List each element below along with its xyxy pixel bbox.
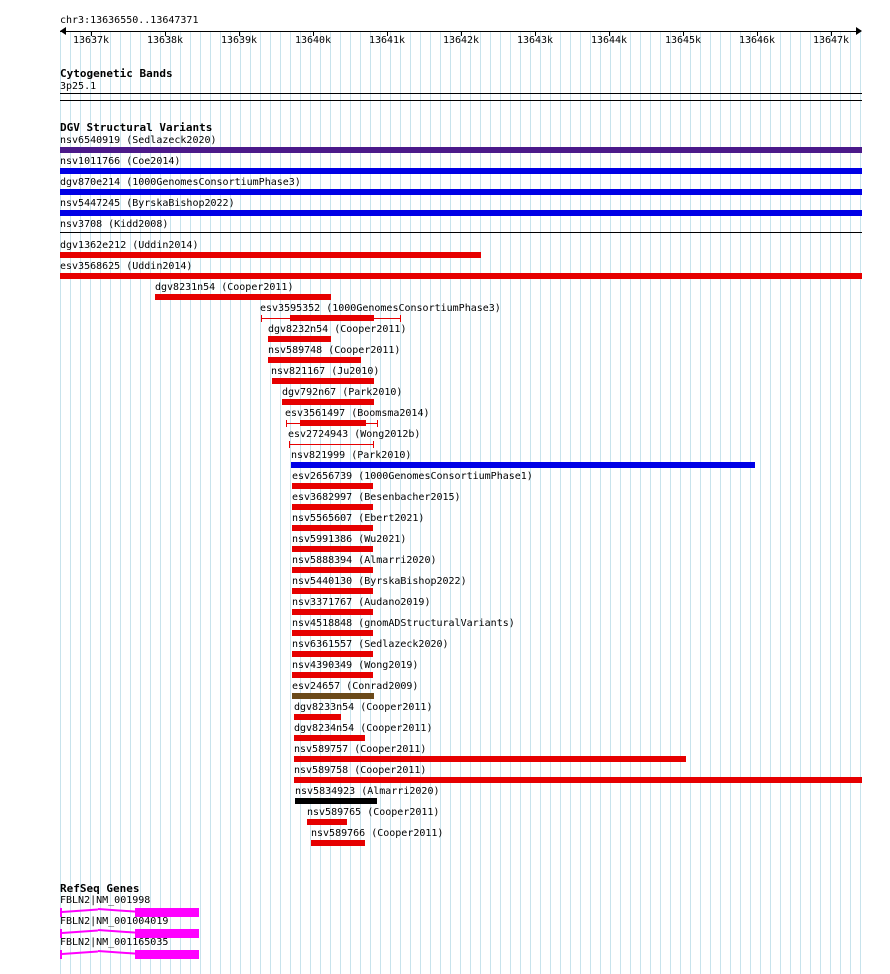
cytoband-label: 3p25.1 bbox=[60, 81, 97, 92]
dgv-feature-label: esv2724943 (Wong2012b) bbox=[288, 429, 421, 440]
dgv-feature-label: esv3561497 (Boomsma2014) bbox=[285, 408, 430, 419]
dgv-feature-bar[interactable] bbox=[292, 588, 373, 594]
dgv-feature-bar[interactable] bbox=[292, 693, 374, 699]
dgv-feature-bar[interactable] bbox=[292, 504, 373, 510]
dgv-feature-label: dgv8233n54 (Cooper2011) bbox=[294, 702, 433, 713]
ruler-left-arrow-icon bbox=[60, 27, 66, 35]
dgv-feature-bar[interactable] bbox=[292, 630, 373, 636]
dgv-feature-label: esv24657 (Conrad2009) bbox=[292, 681, 419, 692]
refseq-gene-label: FBLN2|NM_001998 bbox=[60, 895, 151, 906]
dgv-feature-label: nsv4390349 (Wong2019) bbox=[292, 660, 419, 671]
ruler-right-arrow-icon bbox=[856, 27, 862, 35]
dgv-feature-bar[interactable] bbox=[268, 336, 331, 342]
cytobands-track-title[interactable]: Cytogenetic Bands bbox=[60, 67, 173, 80]
refseq-gene-label: FBLN2|NM_001004019 bbox=[60, 916, 169, 927]
dgv-feature-label: nsv821167 (Ju2010) bbox=[271, 366, 380, 377]
dgv-feature-bar[interactable] bbox=[155, 294, 331, 300]
dgv-feature-bar[interactable] bbox=[60, 147, 862, 153]
dgv-feature-bar[interactable] bbox=[294, 735, 365, 741]
dgv-feature-label: nsv1011766 (Coe2014) bbox=[60, 156, 181, 167]
dgv-feature-bar[interactable] bbox=[294, 756, 686, 762]
dgv-feature-bar[interactable] bbox=[268, 357, 361, 363]
ruler-tick-label: 13640k bbox=[294, 35, 332, 46]
dgv-feature-label: esv3568625 (Uddin2014) bbox=[60, 261, 193, 272]
cytoband-line[interactable] bbox=[60, 93, 862, 94]
refseq-gene-body[interactable] bbox=[135, 950, 199, 959]
dgv-feature-bar[interactable] bbox=[60, 168, 862, 174]
dgv-feature-label: esv2656739 (1000GenomesConsortiumPhase1) bbox=[292, 471, 533, 482]
dgv-feature-range-cap bbox=[289, 441, 290, 448]
dgv-feature-label: dgv792n67 (Park2010) bbox=[282, 387, 403, 398]
dgv-feature-bar[interactable] bbox=[291, 462, 755, 468]
dgv-feature-label: dgv8232n54 (Cooper2011) bbox=[268, 324, 407, 335]
dgv-feature-label: nsv3371767 (Audano2019) bbox=[292, 597, 431, 608]
dgv-feature-label: esv3682997 (Besenbacher2015) bbox=[292, 492, 461, 503]
dgv-feature-bar[interactable] bbox=[311, 840, 365, 846]
dgv-feature-label: nsv6361557 (Sedlazeck2020) bbox=[292, 639, 449, 650]
dgv-feature-label: dgv1362e212 (Uddin2014) bbox=[60, 240, 199, 251]
ruler-tick-label: 13646k bbox=[738, 35, 776, 46]
ruler-tick-label: 13647k bbox=[812, 35, 850, 46]
dgv-feature-label: nsv5991386 (Wu2021) bbox=[292, 534, 407, 545]
ruler-tick-label: 13637k bbox=[72, 35, 110, 46]
dgv-feature-bar[interactable] bbox=[294, 777, 862, 783]
dgv-feature-label: nsv5565607 (Ebert2021) bbox=[292, 513, 425, 524]
dgv-feature-range-cap bbox=[373, 441, 374, 448]
dgv-feature-core-bar[interactable] bbox=[300, 420, 366, 426]
dgv-feature-label: nsv821999 (Park2010) bbox=[291, 450, 412, 461]
dgv-feature-label: nsv589758 (Cooper2011) bbox=[294, 765, 427, 776]
dgv-feature-range-cap bbox=[377, 420, 378, 427]
dgv-feature-bar[interactable] bbox=[282, 399, 374, 405]
ruler-tick-label: 13642k bbox=[442, 35, 480, 46]
dgv-feature-range-cap bbox=[400, 315, 401, 322]
dgv-feature-bar[interactable] bbox=[295, 798, 377, 804]
track-divider bbox=[60, 100, 862, 101]
dgv-feature-bar[interactable] bbox=[307, 819, 347, 825]
dgv-feature-bar[interactable] bbox=[60, 232, 862, 233]
dgv-feature-bar[interactable] bbox=[292, 567, 373, 573]
dgv-feature-label: nsv4518848 (gnomADStructuralVariants) bbox=[292, 618, 515, 629]
dgv-feature-label: nsv589766 (Cooper2011) bbox=[311, 828, 444, 839]
dgv-feature-range-line[interactable] bbox=[289, 444, 374, 445]
ruler-tick-label: 13638k bbox=[146, 35, 184, 46]
dgv-feature-label: esv3595352 (1000GenomesConsortiumPhase3) bbox=[260, 303, 501, 314]
dgv-feature-bar[interactable] bbox=[60, 189, 862, 195]
dgv-feature-label: dgv870e214 (1000GenomesConsortiumPhase3) bbox=[60, 177, 301, 188]
dgv-feature-label: dgv8231n54 (Cooper2011) bbox=[155, 282, 294, 293]
dgv-feature-bar[interactable] bbox=[60, 252, 481, 258]
ruler-tick-label: 13645k bbox=[664, 35, 702, 46]
dgv-feature-range-cap bbox=[286, 420, 287, 427]
dgv-feature-bar[interactable] bbox=[272, 378, 374, 384]
dgv-feature-bar[interactable] bbox=[292, 609, 373, 615]
refseq-track-title[interactable]: RefSeq Genes bbox=[60, 882, 140, 895]
dgv-feature-bar[interactable] bbox=[292, 546, 373, 552]
dgv-feature-bar[interactable] bbox=[60, 210, 862, 216]
dgv-feature-label: nsv589757 (Cooper2011) bbox=[294, 744, 427, 755]
ruler-position-label: chr3:13636550..13647371 bbox=[60, 15, 199, 26]
dgv-feature-core-bar[interactable] bbox=[290, 315, 374, 321]
dgv-feature-bar[interactable] bbox=[292, 672, 373, 678]
ruler-axis[interactable] bbox=[60, 31, 860, 32]
dgv-feature-label: nsv6540919 (Sedlazeck2020) bbox=[60, 135, 217, 146]
dgv-feature-label: nsv5834923 (Almarri2020) bbox=[295, 786, 440, 797]
dgv-feature-bar[interactable] bbox=[292, 525, 373, 531]
dgv-feature-label: nsv5888394 (Almarri2020) bbox=[292, 555, 437, 566]
ruler-tick-label: 13644k bbox=[590, 35, 628, 46]
dgv-feature-label: dgv8234n54 (Cooper2011) bbox=[294, 723, 433, 734]
dgv-feature-label: nsv3708 (Kidd2008) bbox=[60, 219, 169, 230]
ruler-tick-label: 13639k bbox=[220, 35, 258, 46]
dgv-feature-label: nsv5440130 (ByrskaBishop2022) bbox=[292, 576, 467, 587]
dgv-feature-bar[interactable] bbox=[294, 714, 341, 720]
dgv-feature-label: nsv589765 (Cooper2011) bbox=[307, 807, 440, 818]
dgv-track-title[interactable]: DGV Structural Variants bbox=[60, 121, 213, 134]
ruler-tick-label: 13643k bbox=[516, 35, 554, 46]
dgv-feature-label: nsv589748 (Cooper2011) bbox=[268, 345, 401, 356]
dgv-feature-range-cap bbox=[261, 315, 262, 322]
dgv-feature-bar[interactable] bbox=[292, 483, 373, 489]
dgv-feature-label: nsv5447245 (ByrskaBishop2022) bbox=[60, 198, 235, 209]
dgv-feature-bar[interactable] bbox=[60, 273, 862, 279]
dgv-feature-bar[interactable] bbox=[292, 651, 373, 657]
refseq-gene-label: FBLN2|NM_001165035 bbox=[60, 937, 169, 948]
ruler-tick-label: 13641k bbox=[368, 35, 406, 46]
